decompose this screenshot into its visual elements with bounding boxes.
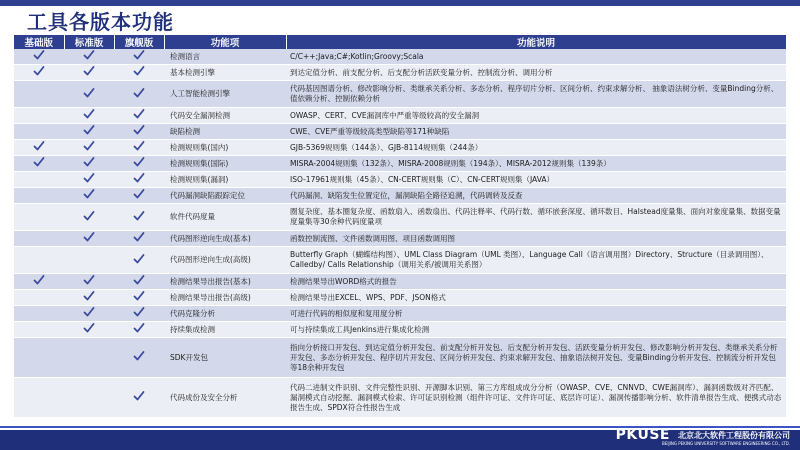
cell-standard xyxy=(64,172,114,188)
header-basic: 基础版 xyxy=(14,35,64,49)
check-icon xyxy=(83,188,95,200)
cell-feature: 检测语言 xyxy=(164,49,286,65)
table-row xyxy=(14,378,786,418)
table-row xyxy=(14,108,786,124)
table-row xyxy=(14,306,786,322)
check-icon xyxy=(83,156,95,168)
cell-feature: 代码成份及安全分析 xyxy=(164,378,286,418)
cell-feature: 代码克隆分析 xyxy=(164,306,286,322)
check-icon xyxy=(133,290,145,302)
cell-flagship xyxy=(114,49,164,65)
cell-description: Butterfly Graph（蝴蝶结构图）、UML Class Diagram（UML 类图）、Language Call（语言调用图）Directory、Structure（目录调用图）、Calledby/ Calls Relationship（调用关系/被调用关系图） xyxy=(286,247,786,274)
cell-feature: 检测结果导出报告(高级) xyxy=(164,290,286,306)
table-header-row xyxy=(14,35,786,49)
cell-description: 检测结果导出WORD格式的报告 xyxy=(286,274,786,290)
cell-flagship xyxy=(114,108,164,124)
cell-basic xyxy=(14,108,64,124)
cell-basic xyxy=(14,65,64,81)
cell-description: 函数控制流图、文件函数调用图、项目函数调用图 xyxy=(286,231,786,247)
check-icon xyxy=(133,49,145,61)
cell-description: CWE、CVE严重等级较高类型缺陷等171种缺陷 xyxy=(286,124,786,140)
cell-standard xyxy=(64,124,114,140)
check-icon xyxy=(33,140,45,152)
cell-standard xyxy=(64,306,114,322)
cell-description: MISRA-2004规则集（132条）、MISRA-2008规则集（194条）、MISRA-2012规则集（139条） xyxy=(286,156,786,172)
check-icon xyxy=(133,172,145,184)
cell-standard xyxy=(64,140,114,156)
cell-feature: 检测规则集(国际) xyxy=(164,156,286,172)
header-standard: 标准版 xyxy=(64,35,114,49)
cell-feature: 检测规则集(漏洞) xyxy=(164,172,286,188)
cell-standard xyxy=(64,290,114,306)
check-icon xyxy=(83,290,95,302)
cell-flagship xyxy=(114,65,164,81)
cell-basic xyxy=(14,322,64,338)
cell-standard xyxy=(64,378,114,418)
cell-flagship xyxy=(114,338,164,378)
cell-description: 代码漏洞、缺陷发生位置定位，漏洞缺陷全路径追溯，代码调转及反查 xyxy=(286,188,786,204)
company-name: 北京北大软件工程股份有限公司 xyxy=(678,431,790,440)
table-row xyxy=(14,124,786,140)
cell-flagship xyxy=(114,306,164,322)
cell-standard xyxy=(64,204,114,231)
table-row xyxy=(14,290,786,306)
check-icon xyxy=(33,156,45,168)
cell-description: 圈复杂度、基本圈复杂度、函数扇入、函数扇出、代码注释率、代码行数、循环嵌套深度、循环数目、Halstead度量集、面向对象度量集、数据变量度量集等30余种代码度量项 xyxy=(286,204,786,231)
table-row xyxy=(14,65,786,81)
check-icon xyxy=(83,210,95,222)
cell-flagship xyxy=(114,204,164,231)
cell-basic xyxy=(14,172,64,188)
check-icon xyxy=(83,65,95,77)
cell-basic xyxy=(14,274,64,290)
header-feature: 功能项 xyxy=(164,35,286,49)
check-icon xyxy=(83,172,95,184)
check-icon xyxy=(133,140,145,152)
cell-feature: 软件代码度量 xyxy=(164,204,286,231)
check-icon xyxy=(133,124,145,136)
cell-flagship xyxy=(114,274,164,290)
cell-flagship xyxy=(114,247,164,274)
check-icon xyxy=(83,124,95,136)
cell-feature: 缺陷检测 xyxy=(164,124,286,140)
check-icon xyxy=(133,188,145,200)
cell-feature: 人工智能检测引擎 xyxy=(164,81,286,108)
cell-basic xyxy=(14,49,64,65)
cell-standard xyxy=(64,247,114,274)
cell-basic xyxy=(14,290,64,306)
check-icon xyxy=(83,231,95,243)
table-row xyxy=(14,274,786,290)
cell-feature: 持续集成检测 xyxy=(164,322,286,338)
cell-basic xyxy=(14,81,64,108)
cell-description: ISO-17961规则集（45条）、CN-CERT规则集（C）、CN-CERT规则集（JAVA） xyxy=(286,172,786,188)
check-icon xyxy=(133,65,145,77)
cell-feature: 代码图形逆向生成(高级) xyxy=(164,247,286,274)
cell-description: 检测结果导出EXCEL、WPS、PDF、JSON格式 xyxy=(286,290,786,306)
cell-feature: 代码安全漏洞检测 xyxy=(164,108,286,124)
cell-flagship xyxy=(114,140,164,156)
cell-description: 指向分析接口开发包、到达定值分析开发包、前支配分析开发包、后支配分析开发包、活跃变量分析开发包、修改影响分析开发包、类继承关系分析开发包、多态分析开发包、程序切片开发包、区间分析开发包、约束求解开发包、抽象语法树开发包、变量Binding分析开发包、控制流分析开发包等18余种开发包 xyxy=(286,338,786,378)
check-icon xyxy=(83,274,95,286)
check-icon xyxy=(133,87,145,99)
cell-standard xyxy=(64,81,114,108)
check-icon xyxy=(33,65,45,77)
table-row xyxy=(14,338,786,378)
company-name-en: BEIJING PEKING UNIVERSITY SOFTWARE ENGINEERING CO., LTD. xyxy=(662,441,790,446)
cell-standard xyxy=(64,156,114,172)
cell-description: 代码基因图谱分析、修改影响分析、类继承关系分析、多态分析、程序切片分析、区间分析、约束求解分析、 抽象语法树分析、变量Binding分析、值依赖分析、控制依赖分析 xyxy=(286,81,786,108)
cell-feature: 基本检测引擎 xyxy=(164,65,286,81)
cell-flagship xyxy=(114,81,164,108)
cell-flagship xyxy=(114,322,164,338)
cell-basic xyxy=(14,306,64,322)
table-row xyxy=(14,204,786,231)
table-row xyxy=(14,140,786,156)
check-icon xyxy=(83,49,95,61)
company-logo: PKUSE xyxy=(615,427,670,443)
cell-standard xyxy=(64,188,114,204)
cell-feature: SDK开发包 xyxy=(164,338,286,378)
table-row xyxy=(14,172,786,188)
cell-description: GJB-5369规则集（144条）、GJB-8114规则集（244条） xyxy=(286,140,786,156)
check-icon xyxy=(33,274,45,286)
cell-standard xyxy=(64,108,114,124)
cell-basic xyxy=(14,378,64,418)
table-row xyxy=(14,188,786,204)
table-row xyxy=(14,49,786,65)
cell-basic xyxy=(14,247,64,274)
cell-flagship xyxy=(114,290,164,306)
cell-basic xyxy=(14,204,64,231)
table-row xyxy=(14,247,786,274)
page-title: 工具各版本功能 xyxy=(27,10,174,34)
cell-basic xyxy=(14,188,64,204)
check-icon xyxy=(133,322,145,334)
cell-standard xyxy=(64,65,114,81)
cell-description: 代码二进制文件识别、文件完整性识别、开源脚本识别、第三方库组成成分分析（OWASP、CVE、CNNVD、CWE漏洞库）、漏洞函数级对齐匹配、漏洞模式自动挖掘、漏洞模式检索、许可证识别检测（组件许可证、文件许可证、底层许可证）、漏洞传播影响分析、软件清单报告生成、便携式动态报告生成、SPDX符合性报告生成 xyxy=(286,378,786,418)
footer-accent-line xyxy=(0,426,800,428)
feature-table-container xyxy=(14,35,786,418)
cell-basic xyxy=(14,156,64,172)
check-icon xyxy=(133,350,145,362)
table-body xyxy=(14,49,786,418)
check-icon xyxy=(83,140,95,152)
table-row xyxy=(14,322,786,338)
check-icon xyxy=(133,306,145,318)
cell-description: OWASP、CERT、CVE漏洞库中严重等级较高的安全漏洞 xyxy=(286,108,786,124)
cell-basic xyxy=(14,140,64,156)
cell-description: 可进行代码的相似度和复用度分析 xyxy=(286,306,786,322)
table-row xyxy=(14,156,786,172)
cell-basic xyxy=(14,338,64,378)
cell-basic xyxy=(14,231,64,247)
cell-feature: 代码图形逆向生成(基本) xyxy=(164,231,286,247)
check-icon xyxy=(83,108,95,120)
cell-standard xyxy=(64,49,114,65)
feature-table xyxy=(14,35,787,418)
cell-flagship xyxy=(114,378,164,418)
cell-feature: 检测结果导出报告(基本) xyxy=(164,274,286,290)
check-icon xyxy=(133,274,145,286)
cell-basic xyxy=(14,124,64,140)
cell-feature: 检测规则集(国内) xyxy=(164,140,286,156)
cell-standard xyxy=(64,231,114,247)
cell-standard xyxy=(64,322,114,338)
cell-description: 可与持续集成工具Jenkins进行集成化检测 xyxy=(286,322,786,338)
cell-flagship xyxy=(114,156,164,172)
header-flagship: 旗舰版 xyxy=(114,35,164,49)
cell-feature: 代码漏洞缺陷跟踪定位 xyxy=(164,188,286,204)
cell-standard xyxy=(64,338,114,378)
cell-standard xyxy=(64,274,114,290)
check-icon xyxy=(133,156,145,168)
table-row xyxy=(14,81,786,108)
cell-flagship xyxy=(114,124,164,140)
cell-flagship xyxy=(114,188,164,204)
cell-description: C/C++;Java;C#;Kotlin;Groovy;Scala xyxy=(286,49,786,65)
check-icon xyxy=(133,253,145,265)
check-icon xyxy=(83,306,95,318)
check-icon xyxy=(133,108,145,120)
cell-flagship xyxy=(114,231,164,247)
cell-flagship xyxy=(114,172,164,188)
check-icon xyxy=(33,49,45,61)
table-row xyxy=(14,231,786,247)
cell-description: 到达定值分析、前支配分析、后支配分析活跃变量分析、控制流分析、调用分析 xyxy=(286,65,786,81)
header-description: 功能说明 xyxy=(286,35,786,49)
check-icon xyxy=(133,210,145,222)
check-icon xyxy=(133,231,145,243)
check-icon xyxy=(83,87,95,99)
check-icon xyxy=(133,390,145,402)
check-icon xyxy=(83,322,95,334)
